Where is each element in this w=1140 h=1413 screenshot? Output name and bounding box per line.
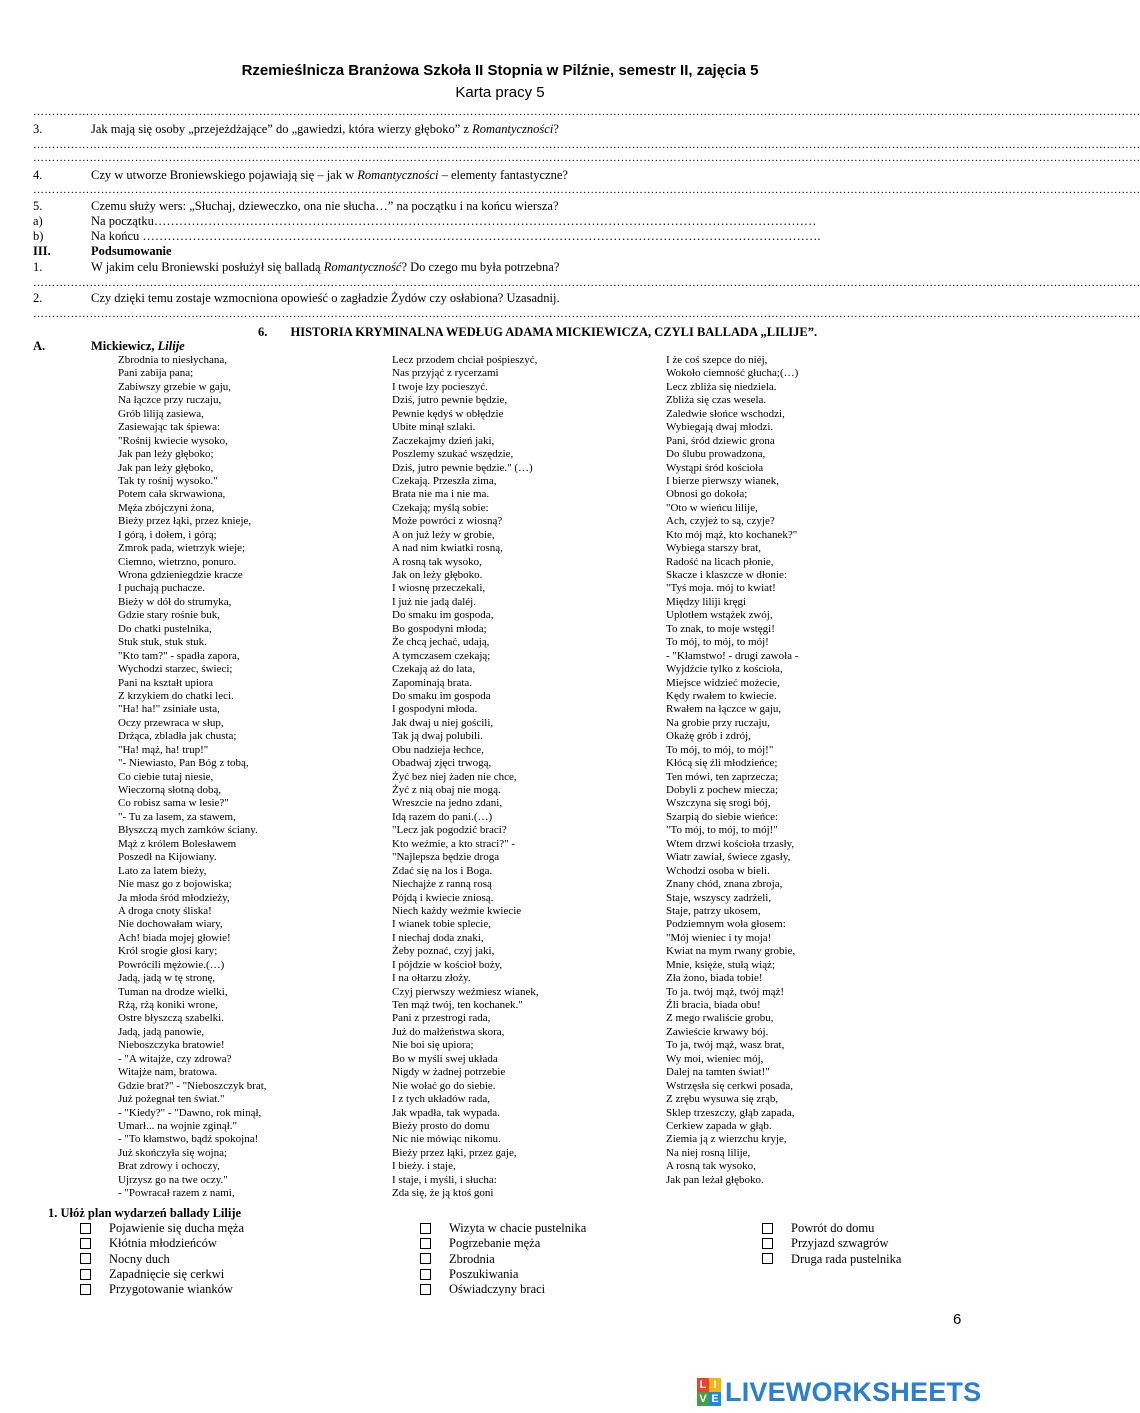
- plan-item-label: Poszukiwania: [449, 1266, 519, 1281]
- poem-line: Mąż z królem Bolesławem: [118, 837, 237, 850]
- plan-item-label: Przygotowanie wianków: [109, 1282, 233, 1297]
- poem-line: To znak, to moje wstęgi!: [666, 622, 775, 635]
- poem-line: Skacze i klaszcze w dłonie:: [666, 569, 787, 581]
- poem-line: Zbrodnia to niesłychana,: [118, 354, 228, 366]
- poem-line: Ach, czyjeż to są, czyje?: [666, 515, 775, 528]
- poem-line: "Mój wieniec i ty moja!: [666, 931, 772, 944]
- plan-checklist-item[interactable]: [420, 1282, 586, 1297]
- poem-line: Radość na licach płonie,: [666, 555, 774, 568]
- poem-line: Grób liliją zasiewa,: [118, 407, 204, 420]
- poem-line: Oczy przewraca w słup,: [118, 716, 224, 729]
- poem-line: I bierze pierwszy wianek,: [666, 474, 780, 487]
- poem-line: Wchodzi osoba w bieli.: [666, 864, 770, 877]
- worksheet-subtitle: Karta pracy 5: [455, 84, 545, 101]
- poem-line: Z krzykiem do chatki leci.: [118, 689, 234, 702]
- poem-line: Kto weźmie, a kto straci?" -: [392, 837, 515, 850]
- plan-task-title: 1. Ułóż plan wydarzeń ballady Lilije: [48, 1206, 242, 1220]
- poem-line: Bo w myśli swej układa: [392, 1052, 498, 1065]
- poem-line: Nic nie mówiąc nikomu.: [392, 1133, 501, 1146]
- poem-line: Na grobie przy ruczaju,: [666, 716, 770, 729]
- poem-line: I z tych układów rada,: [392, 1093, 491, 1106]
- poem-line: Już pożegnał ten świat.": [118, 1093, 225, 1106]
- poem-line: Ujrzysz go na twe oczy.": [118, 1173, 228, 1186]
- poem-line: Z mego rwaliście grobu,: [666, 1012, 774, 1025]
- poem-line: Wybiega starszy brat,: [666, 542, 761, 555]
- poem-line: Staje, wszyscy zadrżeli,: [666, 891, 772, 904]
- poem-line: Wreszcie na jedno zdani,: [392, 797, 503, 810]
- poem-line: Zaledwie słońce wschodzi,: [666, 407, 785, 420]
- poem-line: Już do małżeństwa skora,: [392, 1025, 505, 1038]
- poem-line: I na ołtarzu złoży.: [392, 972, 471, 985]
- liveworksheets-logo: [697, 1376, 981, 1408]
- checkbox-icon[interactable]: [80, 1238, 91, 1249]
- plan-checklist-item[interactable]: [420, 1236, 586, 1251]
- plan-checklist-item[interactable]: [420, 1221, 586, 1236]
- question-number: 3.: [33, 122, 43, 136]
- poem-line: To ja, twój mąż, wasz brat,: [666, 1039, 785, 1052]
- checkbox-icon[interactable]: [420, 1223, 431, 1234]
- poem-line: Szarpią do siebie wieńce:: [666, 810, 779, 823]
- poem-line: Bieży przez łąki, przez gaje,: [392, 1146, 517, 1159]
- poem-line: - "Kiedy?" - "Dawno, rok minął,: [118, 1106, 262, 1119]
- question-number: 1.: [33, 260, 43, 274]
- poem-line: Do ślubu prowadzona,: [666, 448, 766, 461]
- poem-line: Dalej na tamten świat!": [666, 1066, 770, 1079]
- poem-line: I staje, i myśli, i słucha:: [392, 1173, 497, 1186]
- logo-mark-letter: I: [709, 1378, 721, 1392]
- plan-options-column-2: [420, 1221, 586, 1297]
- question-text: Jak mają się osoby „przejeżdżające” do „gawiedzi, która wierzy głęboko” z Romantyczności?: [91, 122, 559, 136]
- poem-line: Lato za latem bieży,: [118, 864, 207, 877]
- poem-line: Pani na kształt upiora: [118, 676, 214, 689]
- poem-line: Dziś, jutro pewnie będzie,: [392, 394, 508, 407]
- poem-line: Wrona gdzieniegdzie kracze: [118, 569, 243, 581]
- poem-line: I wianek tobie splecie,: [392, 918, 491, 931]
- poem-line: Co robisz sama w lesie?": [118, 797, 229, 810]
- poem-line: Niech każdy weźmie kwiecie: [392, 904, 522, 917]
- poem-line: Bo gospodyni młoda;: [392, 622, 487, 635]
- answer-line[interactable]: ……………………………………………………………………………………………………………………………………………………………………………………………………………………………………………………………………: [33, 277, 1140, 289]
- checkbox-icon[interactable]: [420, 1238, 431, 1249]
- plan-options-column-3: [762, 1221, 901, 1267]
- poem-line: Wstrzęsła się cerkwi posada,: [666, 1079, 794, 1092]
- plan-checklist-item[interactable]: [80, 1267, 244, 1282]
- poem-line: - "Powracał razem z nami,: [118, 1187, 235, 1200]
- poem-line: I niechaj doda znaki,: [392, 931, 484, 944]
- poem-line: Jadą, jadą w tę stronę,: [118, 972, 216, 985]
- plan-checklist-item[interactable]: [80, 1252, 244, 1267]
- poem-line: Czekają; myślą sobie:: [392, 501, 489, 514]
- poem-line: "Tyś moja. mój to kwiat!: [666, 582, 776, 595]
- question-number: 2.: [33, 291, 43, 305]
- poem-line: Do smaku im gospoda,: [392, 609, 494, 622]
- checkbox-icon[interactable]: [762, 1223, 773, 1234]
- logo-text: LIVEWORKSHEETS: [725, 1376, 982, 1407]
- poem-line: Do smaku im gospoda: [392, 689, 491, 702]
- poem-line: Poszedł na Kijowiany.: [118, 851, 217, 864]
- answer-line[interactable]: ……………………………………………………………………………………………………………………………………………………………………………………………………………………………………………………………………: [33, 139, 1140, 151]
- poem-line: Bieży prosto do domu: [392, 1119, 490, 1132]
- poem-line: Zapominają brata.: [392, 676, 473, 689]
- poem-line: Nigdy w żadnej potrzebie: [392, 1066, 506, 1079]
- poem-line: Rżą, rżą koniki wrone,: [118, 999, 218, 1011]
- question-number: a): [33, 214, 43, 228]
- poem-line: Dobyli z pochew miecza;: [666, 784, 779, 796]
- poem-line: - "Kłamstwo! - drugi zawoła -: [666, 649, 799, 662]
- poem-line: Wyjdźcie tylko z kościoła,: [666, 663, 783, 676]
- poem-line: I puchają puchacze.: [118, 582, 206, 595]
- plan-item-label: Wizyta w chacie pustelnika: [449, 1221, 587, 1235]
- poem-line: Do chatki pustelnika,: [118, 622, 212, 635]
- logo-mark-letter: V: [697, 1392, 709, 1406]
- poem-line: Męża zbójczyni żona,: [118, 501, 215, 514]
- poem-line: Podziemnym woła głosem:: [666, 918, 786, 931]
- poem-line: Znany chód, znana zbroja,: [666, 878, 783, 891]
- poem-line: Pewnie kędyś w obłędzie: [392, 407, 504, 420]
- poem-line: Stuk stuk, stuk stuk.: [118, 636, 207, 649]
- poem-line: Umarł... na wojnie zginął.": [118, 1119, 238, 1132]
- poem-line: Potem cała skrwawiona,: [118, 488, 226, 501]
- question-number: 4.: [33, 168, 43, 182]
- plan-checklist-item[interactable]: [762, 1236, 901, 1251]
- poem-line: To mój, to mój, to mój!: [666, 636, 769, 649]
- poem-line: Żeby poznać, czyj jaki,: [392, 945, 495, 958]
- poem-line: Między liliji kręgi: [666, 595, 747, 608]
- poem-line: Brat zdrowy i ochoczy,: [118, 1160, 220, 1173]
- section-heading: HISTORIA KRYMINALNA WEDŁUG ADAMA MICKIEWICZA, CZYLI BALLADA „LILIJE”.: [290, 325, 818, 339]
- plan-item-label: Kłótnia młodzieńców: [109, 1236, 217, 1251]
- poem-line: Bieży w dół do strumyka,: [118, 595, 232, 608]
- section-letter: A.: [33, 339, 46, 353]
- poem-line: Ciemno, wietrzno, ponuro.: [118, 555, 237, 568]
- poem-line: Nas przyjąć z rycerzami: [392, 367, 499, 380]
- poem-line: Witajże nam, bratowa.: [118, 1066, 218, 1079]
- poem-line: Nie masz go z bojowiska;: [118, 878, 232, 891]
- question-text: Na początku……………………………………………………………………………………………………………………………………………: [91, 214, 817, 228]
- poem-line: Co ciebie tutaj niesie,: [118, 770, 214, 783]
- poem-line: Wystąpi śród kościoła: [666, 461, 764, 474]
- section-6-title: [258, 325, 817, 340]
- poem-line: Źli bracia, biada obu!: [666, 999, 761, 1011]
- poem-line: Żyć bez niej żaden nie chce,: [392, 770, 517, 783]
- poem-line: Nie dochowałam wiary,: [118, 918, 223, 931]
- poem-line: Tak ty rośnij wysoko.": [118, 474, 218, 487]
- poem-line: Na łączce przy ruczaju,: [118, 394, 222, 407]
- poem-line: Sklep trzeszczy, głąb zapada,: [666, 1106, 795, 1119]
- question-number: b): [33, 229, 44, 243]
- poem-line: Nie boi się upiora;: [392, 1039, 474, 1052]
- poem-line: Ten mąż twój, ten kochanek.": [392, 999, 523, 1011]
- poem-line: Wybiegają dwaj młodzi.: [666, 421, 774, 434]
- poem-line: Drżąca, zbladła jak chusta;: [118, 730, 237, 743]
- poem-line: Dziś, jutro pewnie będzie." (…): [392, 461, 533, 474]
- poem-line: Obnosi go dokoła;: [666, 488, 748, 501]
- poem-line: Wtem drzwi kościoła trzasły,: [666, 837, 795, 850]
- poem-line: Brata nie ma i nie ma.: [392, 488, 490, 501]
- plan-checklist-item[interactable]: [762, 1221, 901, 1236]
- poem-line: "Rośnij kwiecie wysoko,: [118, 434, 228, 447]
- poem-line: Lecz przodem chciał pośpieszyć,: [392, 354, 538, 366]
- poem-line: Gdzie brat?" - "Nieboszczyk brat,: [118, 1079, 267, 1092]
- poem-line: Czekają aż do lata,: [392, 663, 476, 676]
- logo-mark-icon: [697, 1378, 721, 1406]
- poem-line: Uplotłem wstążek zwój,: [666, 609, 773, 622]
- plan-item-label: Pojawienie się ducha męża: [109, 1221, 245, 1235]
- poem-line: "To mój, to mój, to mój!": [666, 824, 778, 837]
- poem-line: Wieczorną słotną dobą,: [118, 784, 222, 796]
- poem-line: A rosną tak wysoko,: [666, 1160, 756, 1173]
- checkbox-icon[interactable]: [420, 1269, 431, 1280]
- poem-line: Tuman na drodze wielki,: [118, 985, 228, 998]
- plan-item-label: Pogrzebanie męża: [449, 1236, 541, 1251]
- poem-line: Wy moi, wieniec mój,: [666, 1052, 764, 1065]
- worksheet-school-title: Rzemieślnicza Branżowa Szkoła II Stopnia w Pilźnie, semestr II, zajęcia 5: [241, 62, 759, 79]
- answer-line[interactable]: ……………………………………………………………………………………………………………………………………………………………………………………………………………………………………………………………………: [33, 184, 1140, 196]
- poem-line: Lecz zbliża się niedziela.: [666, 380, 777, 393]
- plan-options-column-1: [80, 1221, 244, 1297]
- poem-line: Gdzie stary rośnie buk,: [118, 609, 221, 622]
- poem-line: Zda się, że ją ktoś goni: [392, 1187, 494, 1200]
- poem-line: Miejsce widzieć możecie,: [666, 676, 780, 689]
- poem-line: Zabiwszy grzebie w gaju,: [118, 380, 232, 393]
- poem-line: Kędy rwałem to kwiecie.: [666, 689, 777, 702]
- question-number: 5.: [33, 199, 43, 213]
- poem-line: Jak pan leży głęboko,: [118, 461, 214, 474]
- plan-checklist-item[interactable]: [80, 1221, 244, 1236]
- poem-line: "Kto tam?" - spadła zapora,: [118, 649, 240, 662]
- poem-line: Wokoło ciemność głucha;(…): [666, 367, 799, 380]
- poem-author-title: Mickiewicz, Lilije: [91, 339, 185, 353]
- poem-line: Ubite minął szlaki.: [392, 421, 476, 434]
- poem-line: Ach! biada mojej głowie!: [118, 931, 231, 944]
- plan-checklist-item[interactable]: [420, 1252, 586, 1267]
- poem-line: Wszczyna się srogi bój,: [666, 797, 771, 810]
- poem-line: Mnie, księże, stułą wiąż;: [666, 958, 776, 971]
- poem-line: Zasiewając tak śpiewa:: [118, 421, 221, 434]
- poem-line: A droga cnoty śliska!: [118, 904, 212, 917]
- poem-line: "Najlepsza będzie droga: [392, 851, 500, 864]
- poem-line: Ja młoda śród młodzieży,: [118, 891, 230, 904]
- poem-line: Wiatr zawiał, świece zgasły,: [666, 851, 791, 864]
- poem-line: Kwiat na mym rwany grobie,: [666, 945, 796, 958]
- poem-line: Niechajże z ranną rosą: [392, 878, 492, 891]
- poem-line: Powrócili mężowie.(…): [118, 958, 225, 971]
- poem-line: "- Tu za lasem, za stawem,: [118, 810, 236, 823]
- poem-line: Żyć z nią obaj nie mogą.: [392, 784, 501, 796]
- poem-line: Zaczekajmy dzień jaki,: [392, 434, 495, 447]
- poem-column-3: [666, 354, 798, 1187]
- poem-line: Pani zabija pana;: [118, 367, 194, 380]
- poem-line: Obadwaj zjęci trwogą,: [392, 757, 492, 770]
- poem-line: Pójdą i kwiecie zniosą.: [392, 891, 494, 904]
- poem-line: Cerkiew zapada w głąb.: [666, 1119, 772, 1132]
- poem-line: Nie wołać go do siebie.: [392, 1079, 496, 1092]
- logo-mark-letter: L: [697, 1378, 709, 1392]
- section-number: 6.: [258, 325, 268, 339]
- checkbox-icon[interactable]: [80, 1223, 91, 1234]
- poem-line: Poszlemy szukać wszędzie,: [392, 448, 514, 461]
- poem-line: A rosną tak wysoko,: [392, 555, 482, 568]
- poem-line: Że chcą jechać, udają,: [392, 636, 490, 649]
- poem-line: I gospodyni młoda.: [392, 703, 478, 716]
- section-title: Podsumowanie: [91, 244, 172, 258]
- poem-line: "Ha! mąż, ha! trup!": [118, 743, 209, 756]
- answer-line[interactable]: ……………………………………………………………………………………………………………………………………………………………………………………………………………………………………………………………………: [33, 308, 1140, 320]
- poem-line: - "A witajże, czy zdrowa?: [118, 1052, 232, 1065]
- poem-line: Czyj pierwszy weźmiesz wianek,: [392, 985, 539, 998]
- plan-item-label: Nocny duch: [109, 1251, 170, 1266]
- poem-line: Ziemia ją z wierzchu kryje,: [666, 1133, 787, 1146]
- poem-line: I już nie jadą daléj.: [392, 595, 476, 608]
- poem-line: Wychodzi starzec, świeci;: [118, 663, 233, 676]
- plan-checklist-item[interactable]: [80, 1236, 244, 1251]
- page-number: 6: [953, 1311, 962, 1328]
- poem-line: - "To kłamstwo, bądź spokojna!: [118, 1133, 259, 1146]
- poem-line: Jak on leży głęboko.: [392, 569, 483, 581]
- poem-line: Król srogie głosi kary;: [118, 945, 218, 958]
- plan-checklist-item[interactable]: [80, 1282, 244, 1297]
- poem-line: Może powróci z wiosną?: [392, 515, 503, 528]
- checkbox-icon[interactable]: [80, 1284, 91, 1295]
- poem-line: Jak dwaj u niej gościli,: [392, 716, 494, 729]
- poem-line: Pani z przestrogi rada,: [392, 1012, 491, 1025]
- plan-item-label: Powrót do domu: [791, 1221, 875, 1235]
- plan-item-label: Oświadczyny braci: [449, 1282, 546, 1297]
- poem-line: Obu nadzieja łechce,: [392, 743, 484, 756]
- section-number: III.: [33, 244, 51, 258]
- poem-column-2: [392, 354, 539, 1201]
- plan-item-label: Zapadnięcie się cerkwi: [109, 1266, 225, 1281]
- poem-line: Staje, patrzy ukosem,: [666, 904, 761, 917]
- poem-line: I twoje łzy pocieszyć.: [392, 380, 488, 393]
- poem-line: Bieży przez łąki, przez knieje,: [118, 515, 252, 528]
- poem-line: Okażę grób i zdrój,: [666, 730, 751, 743]
- poem-line: I pójdzie w kościoł boży,: [392, 958, 503, 971]
- question-text: Czy w utworze Broniewskiego pojawiają się – jak w Romantyczności – elementy fantastyczne?: [91, 168, 568, 182]
- plan-item-label: Zbrodnia: [449, 1251, 495, 1266]
- poem-line: Jadą, jadą panowie,: [118, 1025, 205, 1038]
- question-text: Na końcu ……………………………………………………………………………………………………………………………………………….: [91, 229, 821, 243]
- checkbox-icon[interactable]: [762, 1253, 773, 1264]
- poem-line: Pani, śród dziewic grona: [666, 434, 775, 447]
- answer-line[interactable]: ……………………………………………………………………………………………………………………………………………………………………………………………………………………………………………………………………: [33, 106, 1140, 118]
- checkbox-icon[interactable]: [420, 1284, 431, 1295]
- question-text: Czy dzięki temu zostaje wzmocniona opowieść o zagładzie Żydów czy osłabiona? Uzasadnij.: [91, 291, 560, 305]
- poem-line: Zawieście krwawy bój.: [666, 1025, 769, 1038]
- logo-mark-letter: E: [709, 1392, 721, 1406]
- poem-line: Już skończyła się wojna;: [118, 1146, 228, 1159]
- poem-line: Na niej rosną lilije,: [666, 1146, 751, 1159]
- poem-line: A on już leży w grobie,: [392, 528, 495, 541]
- poem-line: Kłócą się źli młodzieńce;: [666, 757, 778, 770]
- poem-line: Czekają. Przeszła zima,: [392, 474, 497, 487]
- poem-line: Błyszczą mych zamków ściany.: [118, 824, 258, 837]
- poem-line: A nad nim kwiatki rosną,: [392, 542, 503, 555]
- poem-line: To mój, to mój, to mój!": [666, 743, 774, 756]
- poem-line: I wiosnę przeczekali,: [392, 582, 486, 595]
- poem-line: Zdać się na los i Boga.: [392, 864, 493, 877]
- poem-line: To ja. twój mąż, twój mąż!: [666, 985, 785, 998]
- poem-line: Kto mój mąż, kto kochanek?": [666, 528, 798, 541]
- poem-line: Nieboszczyka bratowie!: [118, 1039, 225, 1052]
- poem-line: I bieży. i staje,: [392, 1160, 456, 1173]
- poem-line: "Ha! ha!" zsiniałe usta,: [118, 703, 220, 716]
- poem-line: Idą razem do pani.(…): [392, 810, 493, 823]
- plan-checklist-item[interactable]: [420, 1267, 586, 1282]
- checkbox-icon[interactable]: [762, 1238, 773, 1249]
- poem-column-1: [118, 354, 267, 1201]
- poem-line: I że coś szepce do niéj,: [666, 354, 768, 366]
- poem-line: Tak ją dwaj polubili.: [392, 730, 483, 743]
- poem-line: I górą, i dołem, i górą;: [118, 528, 217, 541]
- checkbox-icon[interactable]: [80, 1269, 91, 1280]
- answer-line[interactable]: ……………………………………………………………………………………………………………………………………………………………………………………………………………………………………………………………………: [33, 152, 1140, 164]
- poem-line: Jak pan leży głęboko;: [118, 448, 214, 461]
- poem-line: A tymczasem czekają;: [392, 649, 491, 662]
- poem-line: Zbliża się czas wesela.: [666, 394, 767, 407]
- poem-line: Ostre błyszczą szabelki.: [118, 1012, 224, 1025]
- poem-line: Zła żono, biada tobie!: [666, 972, 763, 985]
- poem-line: Ten mówi, ten zaprzecza;: [666, 770, 779, 783]
- poem-line: "Lecz jak pogodzić braci?: [392, 824, 507, 837]
- checkbox-icon[interactable]: [420, 1253, 431, 1264]
- poem-line: Rwałem na łączce w gaju,: [666, 703, 782, 716]
- poem-line: "- Niewiasto, Pan Bóg z tobą,: [118, 757, 249, 770]
- plan-checklist-item[interactable]: [762, 1252, 901, 1267]
- question-text: Czemu służy wers: „Słuchaj, dzieweczko, ona nie słucha…” na początku i na końcu wiersza?: [91, 199, 559, 213]
- poem-line: Zmrok pada, wietrzyk wieje;: [118, 542, 246, 555]
- poem-line: Jak wpadła, tak wypada.: [392, 1106, 500, 1119]
- question-text: W jakim celu Broniewski posłużył się balladą Romantyczność? Do czego mu była potrzebna?: [91, 260, 560, 274]
- poem-line: Jak pan leżał głęboko.: [666, 1173, 764, 1186]
- poem-line: Z zrębu wysuwa się zrąb,: [666, 1093, 779, 1106]
- plan-item-label: Druga rada pustelnika: [791, 1251, 902, 1266]
- plan-item-label: Przyjazd szwagrów: [791, 1236, 889, 1251]
- poem-line: "Oto w wieńcu lilije,: [666, 501, 758, 514]
- checkbox-icon[interactable]: [80, 1253, 91, 1264]
